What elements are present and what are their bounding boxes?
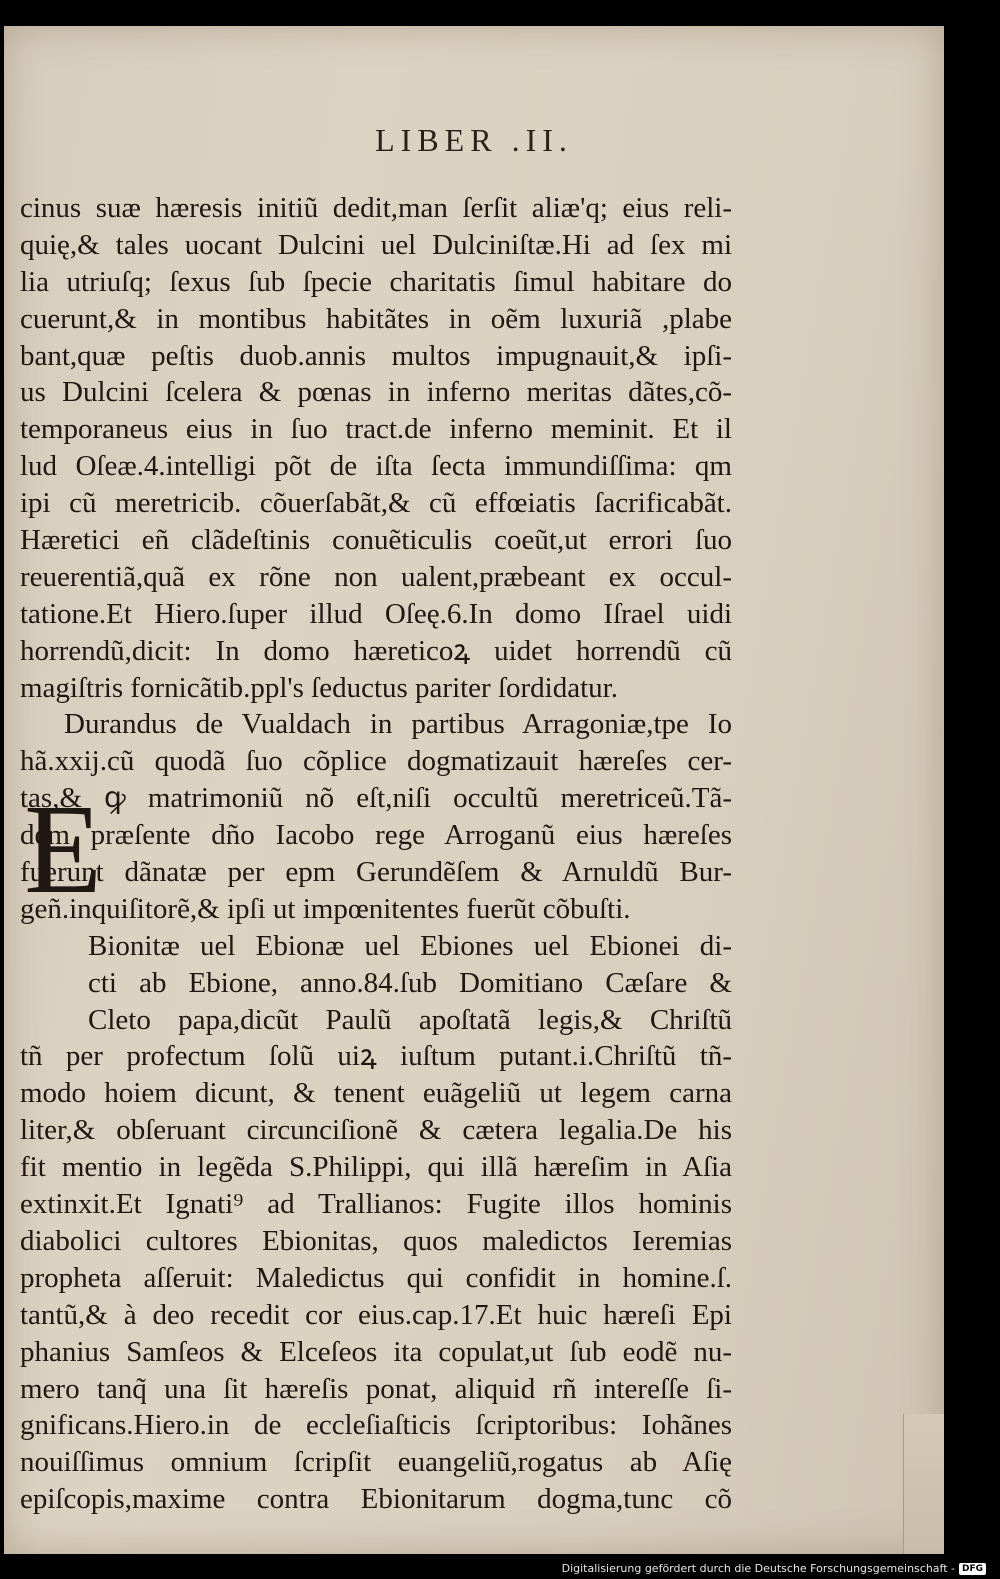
text-line: magiſtris fornicãtib.ppl's ſeductus pariter ſordidatur. <box>20 671 618 704</box>
text-line: modo hoiem dicunt, & tenent euãgeliũ ut legem carna <box>20 1077 732 1110</box>
text-line: reuerentiã,quã ex rõne non ualent,præbeant ex occul- <box>20 560 732 593</box>
text-line: dem præſente dño Iacobo rege Arroganũ eius hæreſes <box>20 819 732 852</box>
text-line: cti ab Ebione, anno.84.ſub Domitiano Cæſare & <box>88 966 732 999</box>
text-line: Hæretici eñ clãdeſtinis conuẽticulis coeũt,ut errori ſuo <box>20 524 732 557</box>
text-line: cinus suæ hæresis initiũ dedit,man ſerſit aliæ'q; eius reli- <box>20 192 732 224</box>
text-line: gnificans.Hiero.in de eccleſiaſticis ſcriptoribus: Iohãnes <box>20 1409 732 1442</box>
text-line: mero tanq̃ una ſit hæreſis ponat, aliquid rñ intereſſe ſi- <box>20 1372 732 1405</box>
text-line: temporaneus eius in ſuo tract.de inferno meminit. Et il <box>20 413 732 446</box>
text-line: ipi cũ meretricib. cõuerſabãt,& cũ effœiatis ſacrificabãt. <box>20 487 732 520</box>
text-line: phanius Samſeos & Elceſeos ita copulat,ut ſub eodẽ nu- <box>20 1335 732 1368</box>
running-header: LIBER .II. <box>375 122 573 158</box>
digitization-credit <box>562 1562 986 1575</box>
text-line: fuerunt dãnatæ per epm Gerundẽſem & Arnuldũ Bur- <box>20 856 732 889</box>
credit-text: Digitalisierung gefördert durch die Deutsche Forschungsgemeinschaft - <box>561 1562 955 1575</box>
text-line: tatione.Et Hiero.ſuper illud Oſeę.6.In domo Iſrael uidi <box>20 597 732 630</box>
text-line: horrendũ,dicit: In domo hæreticoꝝ uidet horrendũ cũ <box>20 634 732 667</box>
drop-cap-initial: E <box>24 778 103 920</box>
body-text <box>20 190 732 1518</box>
text-line: geñ.inquiſitorẽ,& ipſi ut impœnitentes fuerũt cõbuſti. <box>20 892 631 925</box>
text-line: lia utriuſq; ſexus ſub ſpecie charitatis ſimul habitare do <box>20 265 732 298</box>
text-line: propheta aſſeruit: Maledictus qui confidit in homine.ſ. <box>20 1261 732 1294</box>
text-line: tantũ,& à deo recedit cor eius.cap.17.Et huic hæreſi Epi <box>20 1298 732 1331</box>
text-line: bant,quæ peſtis duob.annis multos impugnauit,& ipſi- <box>20 339 732 372</box>
text-line: tñ per profectum ſolũ uiꝝ iuſtum putant.i.Chriſtũ tñ- <box>20 1040 732 1073</box>
text-line: hã.xxij.cũ quodã ſuo cõplice dogmatizauit hæreſes cer- <box>20 745 732 778</box>
text-line: fit mentio in legẽda S.Philippi, qui illã hæreſim in Aſia <box>20 1151 732 1184</box>
text-line: Durandus de Vualdach in partibus Arragoniæ,tpe Io <box>64 708 732 741</box>
text-line: cuerunt,& in montibus habitãtes in oẽm luxuriã ,plabe <box>20 302 732 335</box>
text-line: extinxit.Et Ignati⁹ ad Trallianos: Fugite illos hominis <box>20 1188 732 1221</box>
text-line: Bionitæ uel Ebionæ uel Ebiones uel Ebionei di- <box>88 929 732 962</box>
book-page <box>4 26 944 1554</box>
text-line: quię,& tales uocant Dulcini uel Dulciniſtæ.Hi ad ſex mi <box>20 228 732 261</box>
text-line: us Dulcini ſcelera & pœnas in inferno meritas dãtes,cõ- <box>20 376 732 409</box>
text-line: epiſcopis,maxime contra Ebionitarum dogma,tunc cõ <box>20 1483 732 1516</box>
text-line: Cleto papa,dicũt Paulũ apoſtatã legis,& Chriſtũ <box>88 1003 732 1036</box>
text-line: nouiſſimus omnium ſcripſit euangeliũ,rogatus ab Aſię <box>20 1446 732 1479</box>
dfg-logo: DFG <box>959 1563 986 1575</box>
text-line: lud Oſeæ.4.intelligi põt de iſta ſecta immundiſſima: qm <box>20 450 732 483</box>
text-line: liter,& obſeruant circunciſionẽ & cætera legalia.De his <box>20 1114 732 1147</box>
text-line: tas,& ꝙ matrimoniũ nõ eſt,niſi occultũ meretriceũ.Tã- <box>20 782 732 815</box>
text-line: diabolici cultores Ebionitas, quos maledictos Ieremias <box>20 1224 732 1257</box>
